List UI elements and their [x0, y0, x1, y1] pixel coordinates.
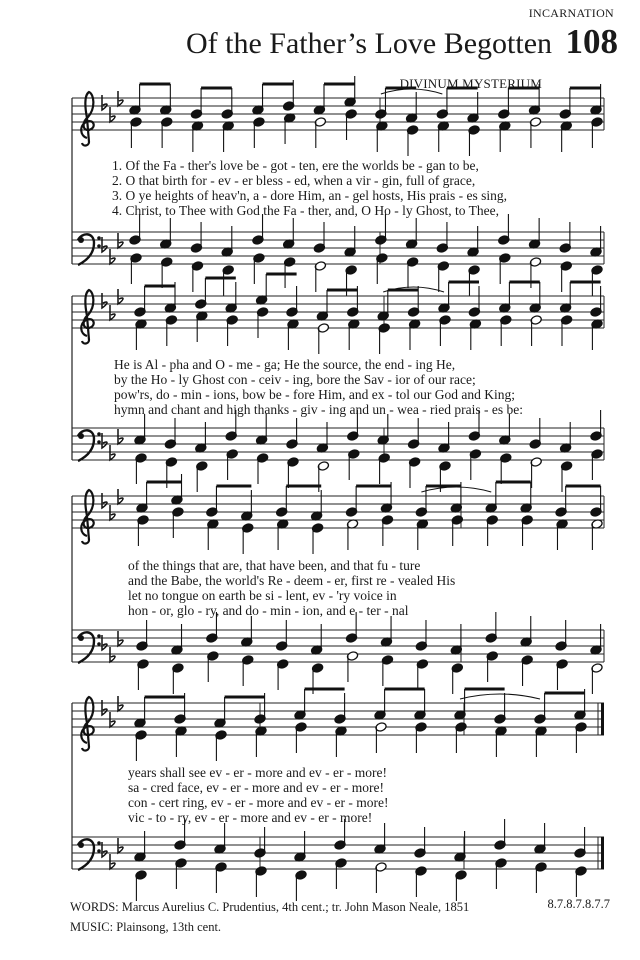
tune-name: DIVINUM MYSTERIUM [399, 76, 542, 91]
final-bar [601, 837, 604, 869]
bass-clef-dot [97, 841, 101, 845]
hymn-number: 108 [565, 22, 618, 61]
hymn-title: Of the Father’s Love Begotten [186, 27, 553, 60]
flat-icon [102, 493, 107, 508]
slur [460, 694, 540, 699]
lyric-line: by the Ho - ly Ghost con - ceiv - ing, bore the Sav - ior of our race; [114, 372, 476, 387]
category-label: INCARNATION [528, 6, 614, 20]
lyric-line: He is Al - pha and O - me - ga; He the source, the end - ing He, [114, 357, 456, 372]
bass-clef-dot [97, 432, 101, 436]
lyric-line: years shall see ev - er - more and ev - er - more! [128, 765, 387, 780]
slur [421, 487, 491, 492]
bass-clef-dot [97, 634, 101, 638]
lyric-line: hon - or, glo - ry, and do - min - ion, and e - ter - nal [128, 603, 409, 618]
bass-clef-dot [97, 236, 101, 240]
lyric-line: 2. O that birth for - ev - er bless - ed, when a vir - gin, full of grace, [112, 173, 476, 188]
lyric-line: let no tongue on earth be si - lent, ev - 'ry voice in [128, 588, 397, 603]
bass-clef-dot [97, 849, 101, 853]
slur [381, 89, 442, 94]
flat-icon [102, 433, 107, 448]
bass-clef-dot [97, 440, 101, 444]
bass-clef-dot [78, 842, 84, 848]
lyric-line: con - cert ring, ev - er - more and ev - er - more! [128, 795, 389, 810]
lyric-line: pow'rs, do - min - ions, bow be - fore Him, and ex - tol our God and King; [114, 387, 515, 402]
bass-clef-dot [97, 244, 101, 248]
lyric-line: 3. O ye heights of heav'n, a - dore Him, an - gel hosts, His prais - es sing, [112, 188, 507, 203]
lyric-line: 1. Of the Fa - ther's love be - got - ten, ere the worlds be - gan to be, [112, 158, 479, 173]
lyric-line: vic - to - ry, ev - er - more and ev - er - more! [128, 810, 373, 825]
lyric-line: of the things that are, that have been, and that fu - ture [128, 558, 421, 573]
lyric-line: 4. Christ, to Thee with God the Fa - ther, and, O Ho - ly Ghost, to Thee, [112, 203, 500, 218]
music-credit: MUSIC: Plainsong, 13th cent. [70, 920, 222, 934]
lyric-line: sa - cred face, ev - er - more and ev - er - more! [128, 780, 384, 795]
treble-clef-icon [81, 92, 93, 146]
lyric-line: and the Babe, the world's Re - deem - er, first re - vealed His [128, 573, 456, 588]
bass-clef-dot [78, 635, 84, 641]
lyric-line: hymn and chant and high thanks - giv - ing and un - wea - ried prais - es be: [114, 402, 524, 417]
words-credit: WORDS: Marcus Aurelius C. Prudentius, 4th cent.; tr. John Mason Neale, 1851 [70, 900, 470, 914]
credits [70, 897, 469, 937]
treble-clef-icon [81, 490, 93, 544]
meter: 8.7.8.7.8.7.7 [547, 897, 610, 911]
flat-icon [102, 237, 107, 252]
final-bar [601, 703, 604, 735]
flat-icon [102, 635, 107, 650]
treble-clef-icon [81, 697, 93, 751]
flat-icon [102, 293, 107, 308]
bass-clef-dot [78, 237, 84, 243]
bass-clef-dot [78, 433, 84, 439]
flat-icon [102, 700, 107, 715]
treble-clef-icon [81, 290, 93, 344]
flat-icon [102, 842, 107, 857]
flat-icon [102, 95, 107, 110]
bass-clef-dot [97, 642, 101, 646]
